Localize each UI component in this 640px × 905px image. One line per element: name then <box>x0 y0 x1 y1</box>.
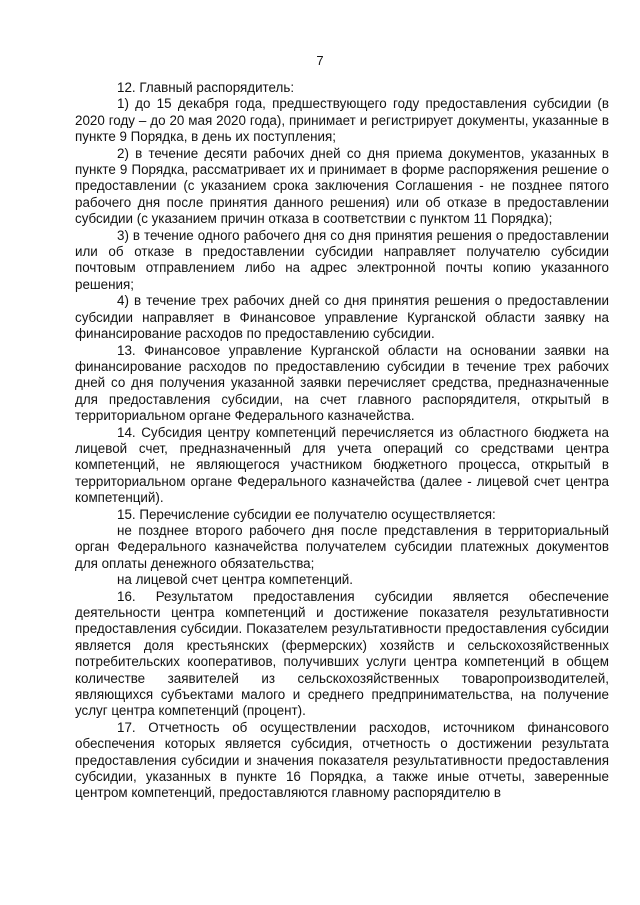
paragraph-12-heading: 12. Главный распорядитель: <box>117 80 295 95</box>
paragraph-15-item-2: на лицевой счет центра компетенций. <box>117 572 354 588</box>
paragraph-13: 13. Финансовое управление Курганской области на основании заявки на финансирование расходов по предоставлению субсидии в течение трех рабочих дней со дня получения указанной заявки перечисляет средства, предназначенные для предоставления субсидии, на счет главного распорядителя, открытый в территориальном органе Федерального казначейства. <box>75 342 609 424</box>
paragraph-15-item-1: не позднее второго рабочего дня после представления в территориальный орган Федерального казначейства получателем субсидии платежных документов для оплаты денежного обязательства; <box>75 522 609 571</box>
paragraph-12-item-3: 3) в течение одного рабочего дня со дня принятия решения о предоставлении или об отказе в предоставлении субсидии направляет получателю субсидии почтовым отправлением либо на адрес электронной почты копию указанного решения; <box>75 227 609 292</box>
document-body <box>75 80 609 802</box>
paragraph-14: 14. Субсидия центру компетенций перечисляется из областного бюджета на лицевой счет, предназначенный для учета операций со средствами центра компетенций, не являющегося участником бюджетного процесса, открытый в территориальном органе Федерального казначейства (далее - лицевой счет центра компетенций). <box>75 424 609 506</box>
page-number: 7 <box>316 53 324 68</box>
paragraph-12-item-4: 4) в течение трех рабочих дней со дня принятия решения о предоставлении субсидии направляет в Финансовое управление Курганской области заявку на финансирование расходов по предоставлению субсидии. <box>75 293 609 342</box>
paragraph-17: 17. Отчетность об осуществлении расходов, источником финансового обеспечения которых является субсидия, отчетность о достижении результата предоставления субсидии и значения показателя результативности предоставления субсидии, указанных в пункте 16 Порядка, а также иные отчеты, заверенные центром компетенций, предоставляются главному распорядителю в <box>75 719 609 801</box>
paragraph-12-item-1: 1) до 15 декабря года, предшествующего году предоставления субсидии (в 2020 году – до 20 мая 2020 года), принимает и регистрирует документы, указанные в пункте 9 Порядка, в день их поступления; <box>75 96 609 145</box>
paragraph-15-heading: 15. Перечисление субсидии ее получателю осуществляется: <box>117 506 496 522</box>
paragraph-16: 16. Результатом предоставления субсидии является обеспечение деятельности центра компетенций и достижение показателя результативности предоставления субсидии. Показателем результативности предоставления субсидии является доля крестьянских (фермерских) хозяйств и сельскохозяйственных потребительских кооперативов, получивших услуги центра компетенций в общем количестве заявителей из сельскохозяйственных товаропроизводителей, являющихся субъектами малого и среднего предпринимательства, на получение услуг центра компетенций (процент). <box>75 588 609 719</box>
paragraph-12-item-2: 2) в течение десяти рабочих дней со дня приема документов, указанных в пункте 9 Порядка, рассматривает их и принимает в форме распоряжения решение о предоставлении (с указанием срока заключения Соглашения - не позднее пятого рабочего дня после принятия данного решения) или об отказе в предоставлении субсидии (с указанием причин отказа в соответствии с пунктом 11 Порядка); <box>75 145 609 227</box>
